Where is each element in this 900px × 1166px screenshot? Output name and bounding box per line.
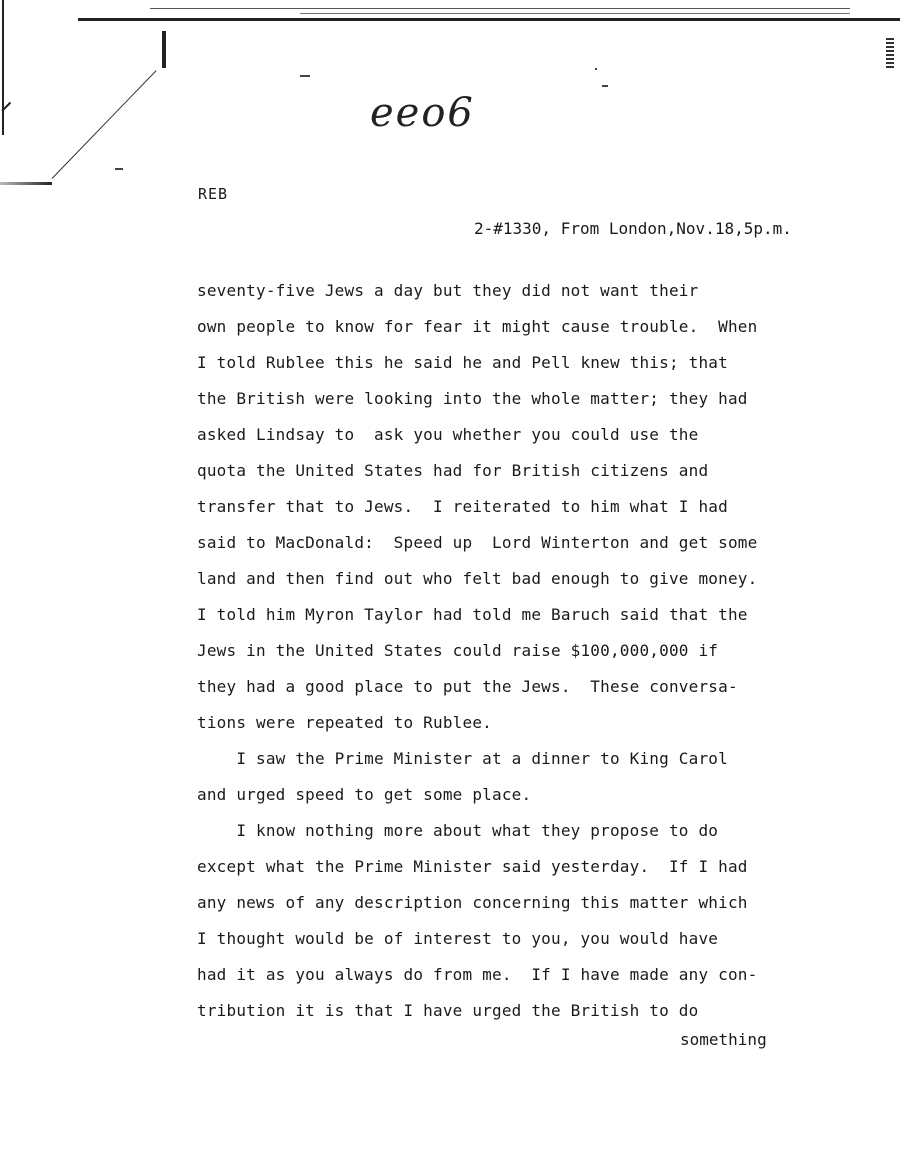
- speck: [602, 85, 608, 87]
- speck: [595, 68, 597, 70]
- continuation-word: something: [680, 1030, 767, 1049]
- body-line: tribution it is that I have urged the British to do: [197, 1001, 699, 1020]
- speck: [115, 168, 123, 170]
- fold-corner-line: [52, 70, 157, 179]
- body-line: quota the United States had for British citizens and: [197, 461, 709, 480]
- body-line: I told Rublee this he said he and Pell knew this; that: [197, 353, 728, 372]
- body-line: said to MacDonald: Speed up Lord Winterton and get some: [197, 533, 758, 552]
- body-line: own people to know for fear it might cause trouble. When: [197, 317, 758, 336]
- telegram-body: [197, 273, 757, 1029]
- body-line: they had a good place to put the Jews. These conversa-: [197, 677, 738, 696]
- body-line: I thought would be of interest to you, you would have: [197, 929, 719, 948]
- page-top-edge: [78, 18, 900, 21]
- page-left-edge: [2, 0, 4, 135]
- sender-initials: REB: [198, 185, 229, 203]
- body-line: and urged speed to get some place.: [197, 785, 532, 804]
- telegram-dateline: 2-#1330, From London,Nov.18,5p.m.: [474, 219, 792, 238]
- body-line: seventy-five Jews a day but they did not want their: [197, 281, 699, 300]
- body-line: Jews in the United States could raise $100,000,000 if: [197, 641, 719, 660]
- body-line: asked Lindsay to ask you whether you could use the: [197, 425, 699, 444]
- body-line: land and then find out who felt bad enough to give money.: [197, 569, 758, 588]
- body-line: except what the Prime Minister said yesterday. If I had: [197, 857, 748, 876]
- scan-artifact-line: [300, 13, 850, 14]
- body-line: I told him Myron Taylor had told me Baruch said that the: [197, 605, 748, 624]
- body-line: tions were repeated to Rublee.: [197, 713, 492, 732]
- scan-artifact-line: [150, 8, 850, 9]
- handwritten-page-number: eeo6: [370, 90, 475, 136]
- body-line: had it as you always do from me. If I have made any con-: [197, 965, 758, 984]
- scan-artifact-stamp: [886, 38, 894, 68]
- fold-corner-edge: [0, 182, 52, 185]
- speck: [300, 75, 310, 77]
- body-line: the British were looking into the whole matter; they had: [197, 389, 748, 408]
- body-line: any news of any description concerning this matter which: [197, 893, 748, 912]
- body-line: I know nothing more about what they propose to do: [197, 821, 719, 840]
- body-line: transfer that to Jews. I reiterated to him what I had: [197, 497, 728, 516]
- body-line: I saw the Prime Minister at a dinner to King Carol: [197, 749, 728, 768]
- fold-corner-mark: [162, 22, 166, 68]
